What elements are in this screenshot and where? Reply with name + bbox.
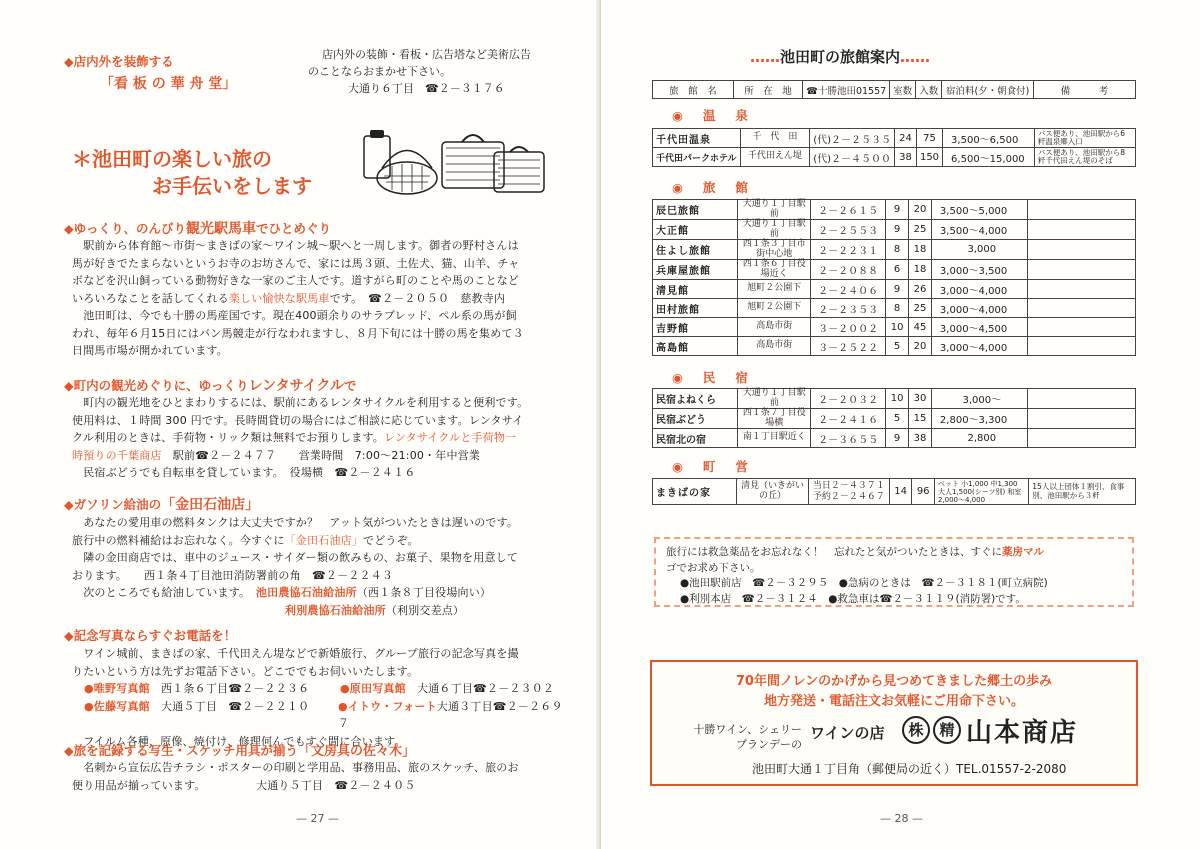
cell-phone: ２－２３５３ (811, 299, 886, 318)
sec3-line: 使用料は、１時間 300 円です。長時間貸切の場合にはご相談に応じています。レンタサイ (72, 413, 524, 427)
cell-address: 旭町２公園下 (738, 280, 811, 299)
ad-products-line: ブランデーの (736, 738, 802, 751)
sec3-head-b: レンタサイクル (248, 378, 344, 394)
cell-price: 3,500～6,500 (943, 129, 1035, 148)
cell-address: 大通り１丁目駅 前 (738, 389, 811, 409)
chouei-table (652, 478, 1136, 505)
ryokan-guide-title (750, 46, 930, 67)
sec1-shop-name: 「看 板 の 華 舟 堂」 (100, 76, 237, 92)
cell-rooms: 5 (886, 409, 909, 429)
sec5-shops-row (72, 698, 572, 733)
sec1-desc1: 店内外の装飾・看板・広告塔など美術広告 (322, 48, 531, 61)
table-row (653, 260, 1136, 280)
sec4-line (72, 602, 572, 620)
cell-phone: ２－２５５３ (811, 220, 886, 240)
shop-address: 大通３丁目☎２－２６９７ (337, 699, 563, 730)
onsen-table (652, 128, 1136, 167)
table-row (653, 129, 1136, 148)
notice-line: ●利別本店 ☎２－３１２４ ●救急車は☎２－３１１９(消防署)です。 (680, 592, 1026, 605)
sec5-line: ワイン城前、まきばの家、千代田えん堤などで新婚旅行、グループ旅行の記念写真を撮 (72, 647, 519, 660)
cell-phone: (代)２－４５００ (810, 148, 895, 167)
cell-phone: ２－３６５５ (811, 429, 886, 448)
sec4-text: 旅行中の燃料補給はお忘れなく。今すぐに (72, 533, 285, 547)
cell-notes: バス便あり、池田駅から6粁温泉郷入口 (1034, 129, 1135, 148)
cell-rooms: 9 (886, 200, 909, 220)
table-row (653, 479, 1136, 505)
table-row (653, 429, 1136, 448)
sec6-head-b: 「文房具の佐々木」 (298, 744, 416, 759)
kabushiki-mark: 株 (902, 716, 930, 744)
sec4-text: 次のところでも給油しています。 (72, 586, 245, 599)
page-number-left: — 27 — (296, 812, 339, 825)
sec5-shop (72, 680, 340, 698)
col-address: 所 在 地 (733, 81, 802, 99)
cell-address: 清見（いきがいの丘） (737, 479, 809, 505)
cell-rooms: 5 (886, 337, 909, 356)
notice-line: ゴでお求め下さい。 (666, 561, 761, 574)
cell-notes (1027, 318, 1135, 337)
cell-name: 辰巳旅館 (653, 200, 738, 220)
cell-phone: ３－２５２２ (811, 337, 886, 356)
cell-rooms: 6 (886, 260, 909, 280)
col-price: 宿泊料(夕・朝食付) (942, 81, 1034, 99)
cell-price: 3,000～ (931, 389, 1027, 409)
table-row (653, 200, 1136, 220)
cell-notes (1027, 299, 1135, 318)
sec4-text: （西１条８丁目役場向い） (356, 586, 492, 599)
sec5-shop (340, 680, 554, 698)
sec4-line: おります。 西１条４丁目池田消防署前の角 ☎２－２２４３ (72, 568, 394, 582)
cell-address: 高島市街 (738, 318, 811, 337)
col-name: 旅 館 名 (653, 81, 734, 99)
sec2-line: 日間馬市場が開かれています。 (72, 344, 228, 357)
shop-name: ●佐藤写真館 (84, 699, 150, 713)
cell-capacity: 26 (909, 280, 932, 299)
cell-phone: ２－２２３１ (811, 240, 886, 260)
cell-notes (1027, 240, 1135, 260)
sec6-head (64, 740, 415, 759)
cell-name: 高島館 (653, 337, 738, 356)
table-row (653, 337, 1136, 356)
notice-line (666, 545, 1122, 561)
sec4-text: でどうぞ。 (363, 533, 419, 547)
sec1-desc2: のことならおまかせ下さい。 (308, 65, 451, 78)
table-row (653, 318, 1136, 337)
sec6-body (72, 759, 572, 794)
cell-phone: ２－２０８８ (811, 260, 886, 280)
sec4-text: （利別交差点） (385, 603, 465, 617)
table-row (653, 220, 1136, 240)
table-header-row (653, 81, 1136, 99)
cell-price: ベット 小1,000 中1,300 大人1,500(シーツ別) 和室 2,000～4,000 (934, 479, 1028, 505)
sec2-head-b: 観光駅馬車 (186, 221, 256, 237)
sec3-text: 駅前☎２－２４７７ 営業時間 7:00～21:00・年中営業 (161, 448, 481, 462)
cell-price: 3,500～5,000 (931, 200, 1027, 220)
sec4-highlight: 「金田石油店」 (284, 533, 363, 547)
cell-name: 田村旅館 (653, 299, 738, 318)
title-dots: …… (900, 48, 931, 66)
sec1-head: ◆店内外を装飾する (64, 54, 174, 69)
shop-name: ●原田写真館 (340, 682, 406, 695)
cell-phone: ２－２４０６ (811, 280, 886, 299)
first-aid-notice (654, 537, 1134, 607)
cell-price: 3,500～4,000 (931, 220, 1027, 240)
page-number-right: — 28 — (880, 812, 923, 825)
sec4-body (72, 514, 572, 619)
category-onsen: ◉温泉 (672, 108, 768, 123)
sec2-body (72, 237, 572, 360)
sec4-line: あなたの愛用車の燃料タンクは大丈夫ですか？ アット気がついたときは遅いのです。 (72, 516, 519, 529)
cell-capacity: 150 (916, 148, 942, 167)
cell-name: 大正館 (653, 220, 738, 240)
luggage-illustration (362, 128, 547, 196)
sec2-highlight: 楽しい愉快な駅馬車 (228, 291, 330, 305)
cell-capacity: 20 (909, 200, 932, 220)
sec5-line: りたいという方は先ずお電話下さい。どこででもお伺いいたします。 (72, 664, 419, 678)
sec6-line: 名刺から宣伝広告チラシ・ポスターの印刷と学用品、事務用品、旅のスケッチ、旅のお (72, 761, 519, 774)
sec5-shop (338, 698, 572, 733)
cell-price: 2,800～3,300 (931, 409, 1027, 429)
sec1-address: 大通り６丁目 ☎２－３１７６ (348, 82, 505, 95)
cell-name: 民宿北の宿 (653, 429, 738, 448)
cell-name: まきばの家 (653, 479, 737, 505)
cell-rooms: 10 (886, 318, 909, 337)
cell-name: 千代田温泉 (653, 129, 741, 148)
table-row (653, 240, 1136, 260)
cell-rooms: 14 (889, 479, 912, 505)
shop-name: ●イトウ・フォート (337, 699, 437, 713)
cell-name: 民宿よねくら (653, 389, 738, 409)
sec6-line: 便り用品が揃っています。 大通り５丁目 ☎２－２４０５ (72, 778, 416, 792)
sec3-highlight: 時預りの千葉商店 (72, 448, 162, 462)
cell-name: 吉野館 (653, 318, 738, 337)
cell-name: 兵庫屋旅館 (653, 260, 738, 280)
cell-address: 千 代 田 (740, 129, 810, 148)
cell-rooms: 24 (895, 129, 917, 148)
category-minshuku: ◉民宿 (672, 370, 768, 385)
sec5-head: ◆記念写真ならすぐお電話を！ (64, 628, 237, 643)
sec2-line: 馬が好きでたまらないというお寺のお坊さんで、家には馬３頭、土佐犬、猫、山羊、チャ (72, 256, 520, 270)
cell-capacity: 20 (909, 337, 932, 356)
title-text: 池田町の旅館案内 (780, 48, 901, 66)
cell-price: 6,500～15,000 (943, 148, 1035, 167)
table-row (653, 299, 1136, 318)
cell-phone (808, 479, 889, 505)
cell-notes (1027, 260, 1135, 280)
cell-notes (1027, 429, 1135, 448)
table-row (653, 148, 1136, 167)
cell-notes (1027, 200, 1135, 220)
cell-name: 住よし旅館 (653, 240, 738, 260)
cell-rooms: 9 (886, 429, 909, 448)
cell-address: 大通り１丁目駅 前 (738, 200, 811, 220)
cell-price: 3,000～4,000 (931, 299, 1027, 318)
sec3-line (72, 447, 572, 465)
category-ryokan: ◉旅館 (672, 180, 768, 195)
sec4-head (64, 494, 259, 514)
shop-address: 大通６丁目☎２－２３０２ (417, 682, 555, 695)
cell-capacity: 15 (909, 409, 932, 429)
cell-address: 旭町２公園下 (738, 299, 811, 318)
cell-address: 西１条３丁目市街中心地 (738, 240, 811, 260)
cell-price: 3,000～3,500 (931, 260, 1027, 280)
cell-rooms: 8 (886, 240, 909, 260)
phone-today: 当日２－４３７１ (812, 480, 885, 491)
ad-headline: 70年間ノレンのかげから見つめてきました郷土の歩み (735, 674, 1053, 689)
cell-notes (1027, 280, 1135, 299)
sec3-body (72, 394, 572, 482)
sec4-line (72, 584, 572, 602)
sec4-station: 池田農協石油給油所 (255, 586, 357, 599)
cell-name: 清見館 (653, 280, 738, 299)
table-row (653, 409, 1136, 429)
sec4-head-b: 「金田石油店」 (161, 497, 260, 513)
notice-highlight: 薬房マル (1002, 546, 1044, 558)
cell-capacity: 30 (909, 389, 932, 409)
phone-reservation: 予約２－２４６７ (812, 491, 885, 502)
sec3-highlight: レンタサイクルと手荷物一 (383, 431, 517, 444)
ad-shop-name: 山本商店 (966, 718, 1079, 748)
cell-rooms: 9 (886, 280, 909, 299)
sec4-head-a: ◆ガソリン給油の (64, 497, 162, 512)
sec2-head (64, 218, 331, 238)
col-notes: 備 考 (1034, 81, 1136, 99)
minshuku-table (652, 388, 1136, 448)
cell-notes (1027, 389, 1135, 409)
cell-capacity: 25 (909, 299, 932, 318)
sec5-body (72, 645, 572, 750)
cell-capacity: 25 (909, 220, 932, 240)
yamamoto-shop-ad (650, 660, 1138, 786)
cell-phone: ２－２６１５ (811, 200, 886, 220)
sec5-shops-row (72, 680, 572, 698)
table-row (653, 280, 1136, 299)
category-chouei: ◉町営 (672, 459, 768, 474)
cell-address: 大通り１丁目駅 前 (738, 220, 811, 240)
sec2-text: いろいろなことを話してくれる (72, 291, 229, 305)
sec2-line: ボなどを沢山飼っている動物好きな一家のご主人です。道すがら町のことや馬のことなど (72, 274, 520, 287)
sec2-head-a: ◆ゆっくり、のんびり (64, 221, 186, 236)
cell-capacity: 96 (912, 479, 935, 505)
table-row (653, 389, 1136, 409)
cell-notes (1027, 409, 1135, 429)
col-capacity: 入数 (916, 81, 942, 99)
shop-address: 西１条６丁目☎２－２２３６ (161, 682, 310, 695)
sec3-text: クル利用のときは、手荷物・リック類は無料でお預りします。 (72, 431, 384, 444)
ad-products-line: 十勝ワイン、シェリー (693, 723, 802, 736)
cell-rooms: 38 (895, 148, 917, 167)
cell-phone: ３－２００２ (811, 318, 886, 337)
cell-address: 西１条７丁目役場横 (738, 409, 811, 429)
sec3-head-c: で (343, 378, 357, 393)
sec5-shop (72, 698, 338, 733)
cell-capacity: 45 (909, 318, 932, 337)
cell-capacity: 18 (909, 260, 932, 280)
ad-products (672, 722, 802, 752)
cell-address: 高島市街 (738, 337, 811, 356)
sec3-line (72, 429, 572, 447)
cell-phone: ２－２４１６ (811, 409, 886, 429)
sec2-line: われ、毎年６月15日にはバン馬競走が行なわれますし、８月下旬には十勝の馬を集めて３ (72, 326, 524, 340)
sec2-line: 池田町は、今でも十勝の馬産国です。現在400頭余りのサラブレッド、ペル系の馬が飼 (72, 309, 517, 322)
cell-name: 民宿ぶどう (653, 409, 738, 429)
ryokan-table-header (652, 80, 1136, 99)
cell-price: 3,000 (931, 240, 1027, 260)
cell-phone: ２－２０３２ (811, 389, 886, 409)
sec4-line: 隣の金田商店では、車中のジュース・サイダー類の飲みもの、お菓子、果物を用意して (72, 551, 519, 564)
notice-line: ●池田駅前店 ☎２－３２９５ ●急病のときは ☎２－３１８１(町立病院) (680, 577, 1048, 589)
cell-price: 3,000～4,500 (931, 318, 1027, 337)
ad-address: 池田町大通１丁目角（郵便局の近く）TEL.01557-2-2080 (752, 762, 1067, 776)
notice-text: 旅行には救急薬品をお忘れなく！ 忘れたと気がついたときは、すぐに (666, 546, 1002, 558)
sec6-head-a: ◆旅を記録する写生・スケッチ用具が揃う (64, 743, 298, 758)
cell-rooms: 8 (886, 299, 909, 318)
cell-notes: バス便あり、池田駅から8粁千代田えん堤のそば (1034, 148, 1135, 167)
sei-mark: 精 (933, 716, 961, 744)
cell-notes: 15人以上団体１割引、食事別、池田駅から３粁 (1029, 479, 1136, 505)
sec3-head-a: ◆町内の観光めぐりに、ゆっくり (64, 378, 249, 393)
cell-price: 3,000～4,000 (931, 337, 1027, 356)
sec4-line (72, 532, 572, 550)
cell-notes (1027, 220, 1135, 240)
cell-address: 南１丁目駅近く (738, 429, 811, 448)
cell-capacity: 38 (909, 429, 932, 448)
cell-capacity: 75 (916, 129, 942, 148)
cell-address: 西１条６丁目役場近く (738, 260, 811, 280)
cell-rooms: 9 (886, 220, 909, 240)
cell-name: 千代田パークホテル (653, 148, 741, 167)
sec5-line: フイルム各種、原像、焼付け、修理何んでもすぐ間に合います。 (72, 734, 406, 748)
shop-address: 大通５丁目 ☎２－２２１０ (161, 699, 310, 713)
cell-price: 3,000～4,000 (931, 280, 1027, 299)
cell-notes (1027, 337, 1135, 356)
cell-capacity: 18 (909, 240, 932, 260)
ryokan-table (652, 199, 1136, 356)
title-dots: …… (750, 48, 780, 66)
sec3-line: 町内の観光地をひとまわりするには、駅前にあるレンタサイクルを利用すると便利です。 (72, 396, 529, 409)
main-title-line1: ＊池田町の楽しい旅の (72, 147, 272, 171)
main-title-line2: お手伝いをします (152, 174, 312, 198)
cell-address: 千代田えん堤 (740, 148, 810, 167)
col-rooms: 室数 (890, 81, 916, 99)
shop-name: ●唯野写真館 (84, 682, 150, 695)
cell-phone: (代)２－２５３５ (810, 129, 895, 148)
ad-subline: 地方発送・電話注文お気軽にご用命下さい。 (763, 694, 1024, 709)
sec3-line: 民宿ぶどうでも自転車を貸しています。 役場横 ☎２－２４１６ (72, 466, 416, 479)
sec2-text: です。 ☎２－２０５０ 慈教寺内 (329, 291, 506, 305)
col-phone: ☎十勝池田01557 (803, 81, 890, 99)
sec2-line (72, 290, 572, 308)
cell-rooms: 10 (886, 389, 909, 409)
sec2-line: 駅前から体育館～市街～まきばの家～ワイン城～駅へと一周します。御者の野村さんは (72, 239, 519, 252)
cell-price: 2,800 (931, 429, 1027, 448)
sec4-station: 利別農協石油給油所 (285, 603, 386, 617)
sec2-head-c: でひとめぐり (256, 221, 332, 236)
ad-shop-prefix: ワインの店 (810, 724, 885, 742)
sec3-head (64, 375, 356, 395)
